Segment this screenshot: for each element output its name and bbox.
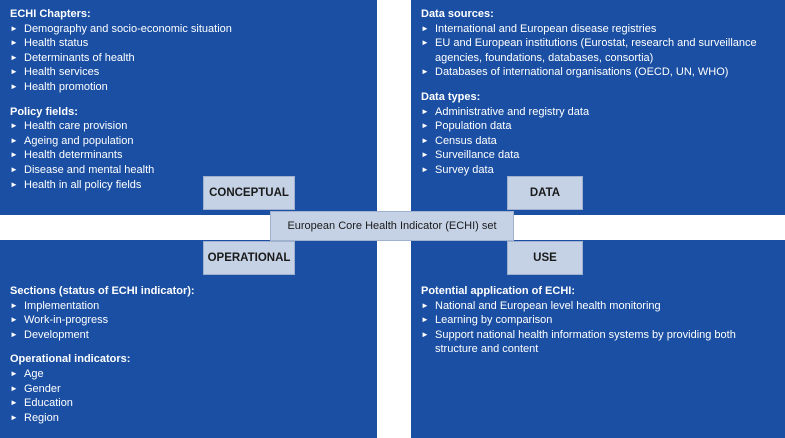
data-types-section — [421, 90, 775, 178]
list-item: ► Health care provision — [10, 119, 367, 134]
list-item: ► Determinants of health — [10, 51, 367, 66]
sections-status-section — [10, 284, 367, 342]
conceptual-quadrant — [0, 0, 377, 215]
list-item: ► Census data — [421, 134, 775, 149]
list-item: ► Work-in-progress — [10, 313, 367, 328]
section-title: Operational indicators: — [10, 353, 131, 366]
section-title: Sections (status of ECHI indicator): — [10, 285, 195, 297]
section-title: Potential application of ECHI: — [421, 285, 576, 297]
data-sources-section — [421, 7, 775, 80]
list-item: ► Ageing and population — [10, 134, 367, 149]
list-item: ► Databases of international organisations (OECD, UN, WHO) — [421, 65, 775, 80]
list-item: ► Population data — [421, 119, 775, 134]
list-item: ► Health status — [10, 36, 367, 51]
list-item: ► Health promotion — [10, 80, 367, 95]
data-quadrant — [411, 0, 785, 215]
list-item: ► Health in all policy fields — [10, 178, 367, 193]
operational-label: OPERATIONAL — [203, 241, 295, 275]
list-item: ► Survey data — [421, 163, 775, 178]
use-label: USE — [507, 241, 583, 275]
echi-chapters-section — [10, 7, 367, 95]
potential-application-section — [421, 284, 775, 357]
section-title: Data sources: — [421, 8, 494, 20]
list-item: ► Administrative and registry data — [421, 105, 775, 120]
list-item: ► Health determinants — [10, 148, 367, 163]
operational-quadrant — [0, 240, 377, 438]
list-item: ► National and European level health monitoring — [421, 299, 775, 314]
center-echi-set-label: European Core Health Indicator (ECHI) set — [270, 211, 514, 241]
list-item: ► Implementation — [10, 299, 367, 314]
list-item: ► Development — [10, 328, 367, 343]
list-item: ► Education — [10, 396, 367, 411]
data-label: DATA — [507, 176, 583, 210]
list-item: ► Gender — [10, 382, 367, 397]
list-item: ► Region — [10, 411, 367, 426]
use-quadrant — [411, 240, 785, 438]
policy-fields-section — [10, 105, 367, 193]
list-item: ► Disease and mental health — [10, 163, 367, 178]
list-item: ► Support national health information systems by providing both structure and content — [421, 328, 775, 357]
list-item: ► Age — [10, 367, 367, 382]
list-item: ► Health services — [10, 65, 367, 80]
conceptual-label: CONCEPTUAL — [203, 176, 295, 210]
section-title: Policy fields: — [10, 105, 78, 118]
list-item: ► Demography and socio-economic situation — [10, 22, 367, 37]
list-item: ► International and European disease registries — [421, 22, 775, 37]
section-title: Data types: — [421, 90, 481, 103]
list-item: ► Learning by comparison — [421, 313, 775, 328]
section-title: ECHI Chapters: — [10, 8, 91, 20]
operational-indicators-section — [10, 352, 367, 425]
list-item: ► EU and European institutions (Eurostat, research and surveillance agencies, foundations, databases, consortia) — [421, 36, 775, 65]
list-item: ► Surveillance data — [421, 148, 775, 163]
